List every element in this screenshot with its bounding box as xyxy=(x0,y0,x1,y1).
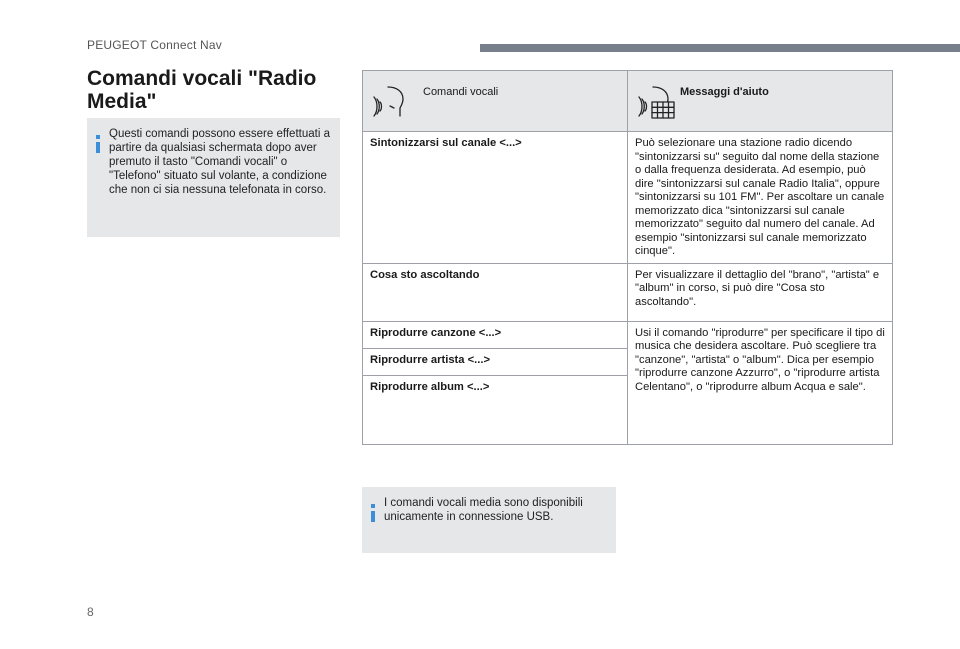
note-intro-text: Questi comandi possono essere effettuati a partire da qualsiasi schermata dopo aver premuto il tasto "Comandi vocali" o "Telefono" situato sul volante, a condizione che non ci sia nessuna telefonata in corso. xyxy=(109,128,330,196)
info-icon xyxy=(96,135,100,237)
header-commands-label: Comandi vocali xyxy=(423,86,499,98)
header-commands-cell xyxy=(363,71,628,132)
table-row xyxy=(363,263,893,321)
voice-commands-table xyxy=(362,70,893,445)
table-row xyxy=(363,132,893,264)
help-cell: Può selezionare una stazione radio dicendo "sintonizzarsi su" seguito dal nome della stazione o dalla frequenza desiderata. Ad esempio, può dire "sintonizzarsi sul canale Radio Italia", oppure "sintonizzarsi su 101 FM". Per ascoltare un canale memorizzato dica "sintonizzarsi sul canale memorizzato" seguito dal numero del canale. Ad esempio "sintonizzarsi sul canale memorizzato cinque". xyxy=(628,132,893,264)
header-title: PEUGEOT Connect Nav xyxy=(87,38,222,52)
note-usb-text: I comandi vocali media sono disponibili unicamente in connessione USB. xyxy=(384,497,583,523)
note-usb-box xyxy=(362,487,616,553)
help-cell: Per visualizzare il dettaglio del "brano", "artista" e "album" in corso, si può dire "Cosa sto ascoltando". xyxy=(628,263,893,321)
header-bar xyxy=(480,44,960,52)
header-help-cell xyxy=(628,71,893,132)
command-cell: Cosa sto ascoltando xyxy=(363,263,628,321)
header-help-label: Messaggi d'aiuto xyxy=(680,86,769,98)
note-intro-box xyxy=(87,118,340,237)
table-row xyxy=(363,321,893,348)
section-title: Comandi vocali "Radio Media" xyxy=(87,67,317,113)
command-cell: Riprodurre canzone <...> xyxy=(363,321,628,348)
command-cell: Riprodurre artista <...> xyxy=(363,348,628,375)
voice-command-icon xyxy=(371,82,411,120)
help-cell: Usi il comando "riprodurre" per specificare il tipo di musica che desidera ascoltare. Può scegliere tra "canzone", "artista" o "album". Dica per esempio "riprodurre canzone Azzurro", o "riprodurre artista Celentano", o "riprodurre album Acqua e sale". xyxy=(628,321,893,444)
command-cell: Riprodurre album <...> xyxy=(363,375,628,444)
page-number: 8 xyxy=(87,605,94,619)
info-icon xyxy=(371,504,375,553)
command-cell: Sintonizzarsi sul canale <...> xyxy=(363,132,628,264)
voice-help-keypad-icon xyxy=(636,82,676,120)
